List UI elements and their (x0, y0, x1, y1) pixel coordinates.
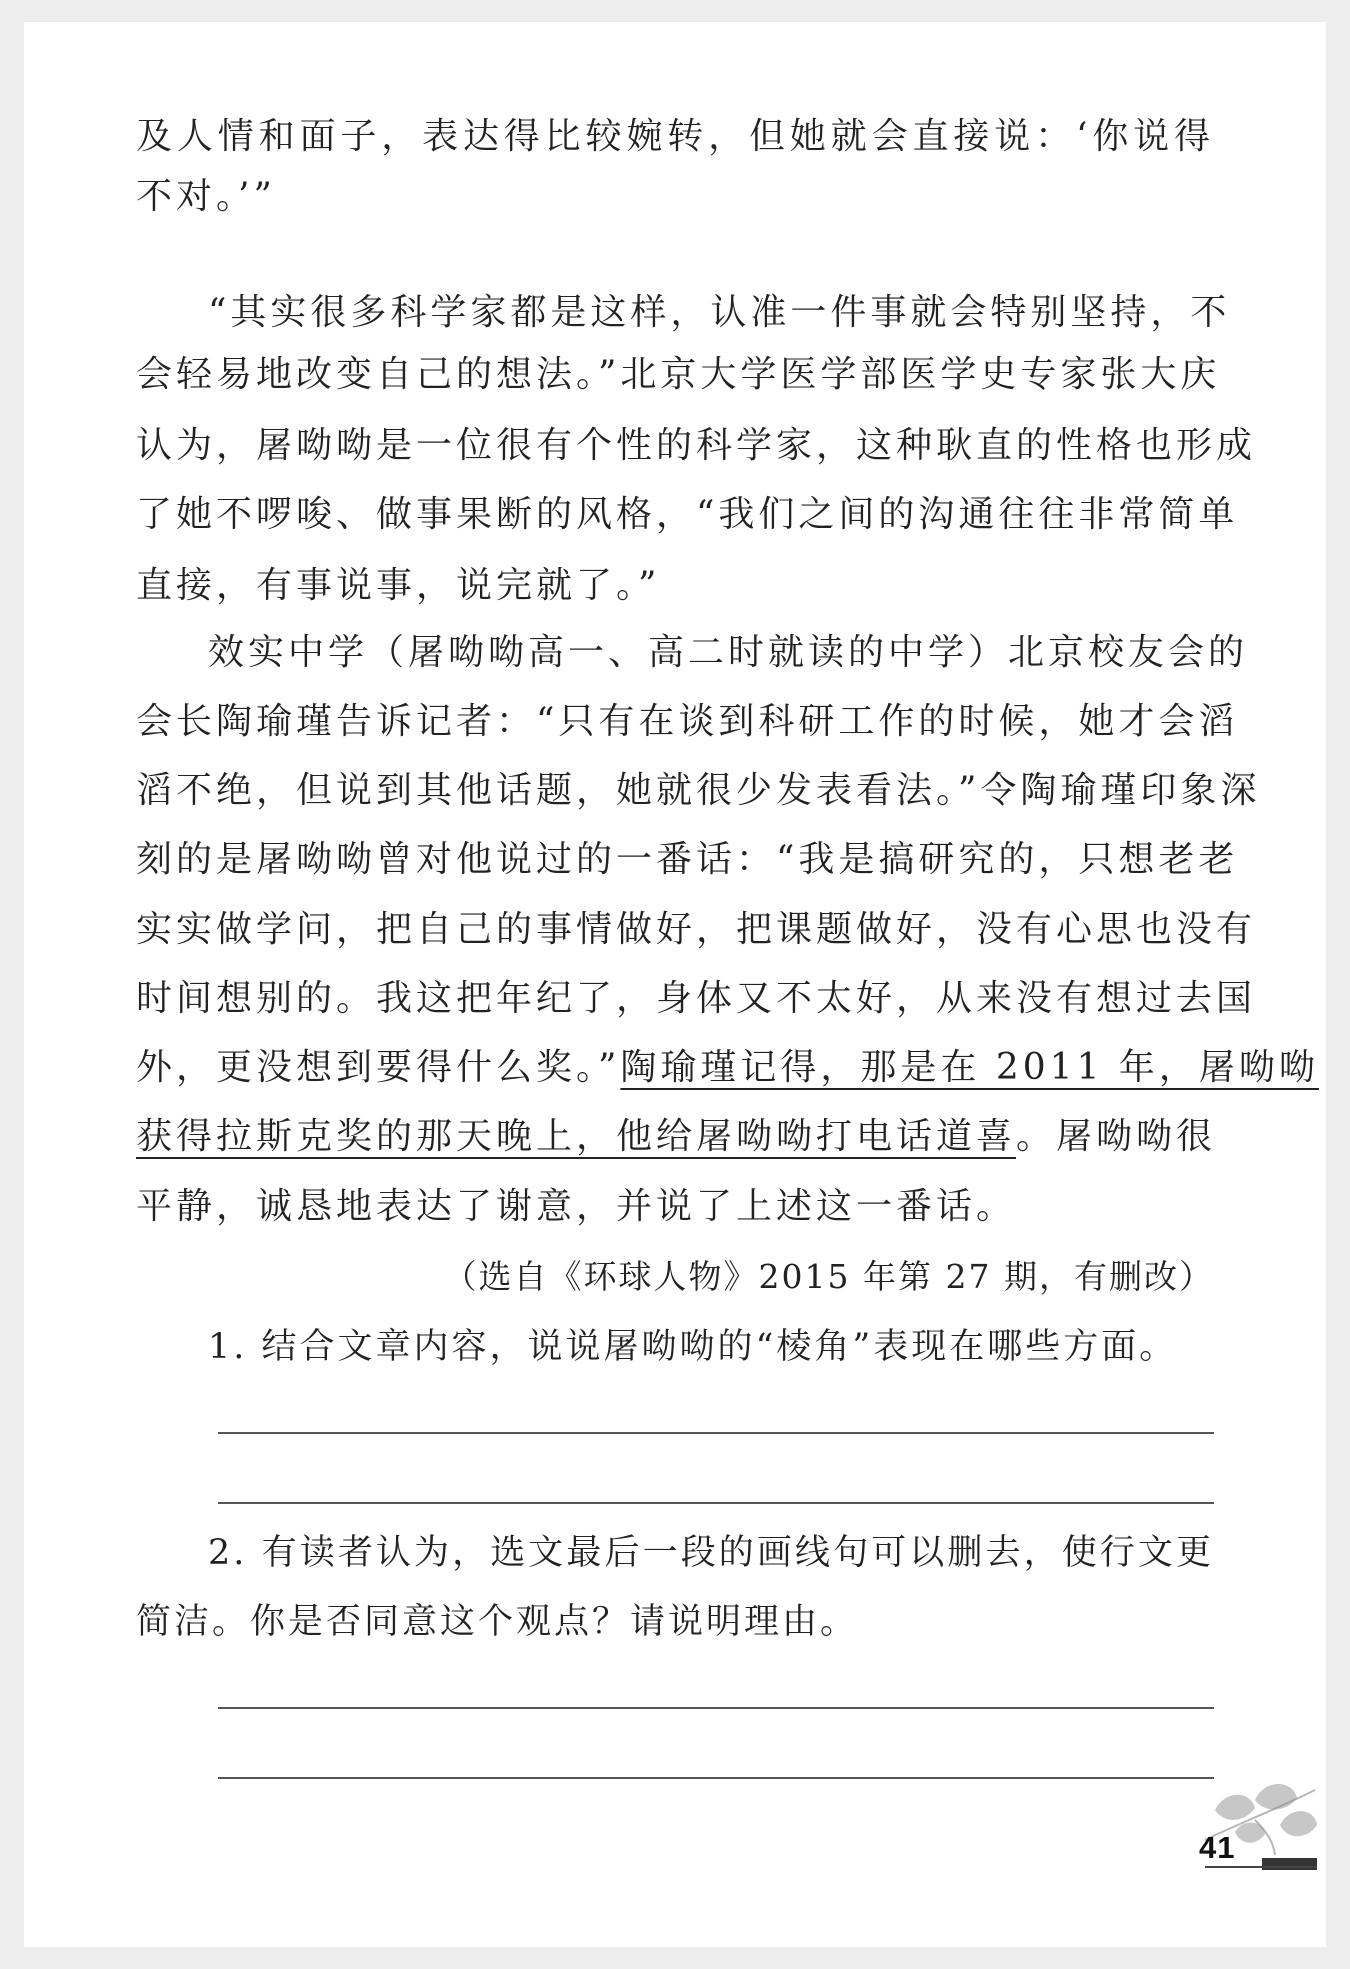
article-line-2: 不对。’” (136, 176, 276, 217)
underlined-sentence-part-2: 获得拉斯克奖的那天晚上，他给屠呦呦打电话道喜 (136, 1116, 1017, 1157)
article-line-16: 平静，诚恳地表达了谢意，并说了上述这一番话。 (136, 1186, 1017, 1227)
article-line-3: “其实很多科学家都是这样，认准一件事就会特别坚持，不 (208, 292, 1231, 333)
article-line-1: 及人情和面子，表达得比较婉转，但她就会直接说：‘你说得 (136, 116, 1214, 157)
answer-line-q1-2[interactable] (218, 1502, 1214, 1504)
article-line-15 (136, 1107, 1217, 1167)
article-line-6: 了她不啰唆、做事果断的风格，“我们之间的沟通往往非常简单 (136, 494, 1239, 535)
article-line-15-plain: 。屠呦呦很 (1016, 1116, 1217, 1157)
article-line-5: 认为，屠呦呦是一位很有个性的科学家，这种耿直的性格也形成 (136, 425, 1257, 466)
article-line-8: 效实中学（屠呦呦高一、高二时就读的中学）北京校友会的 (208, 632, 1249, 673)
underlined-sentence-part-1: 陶瑜瑾记得，那是在 2011 年，屠呦呦 (620, 1047, 1319, 1088)
answer-line-q2-1[interactable] (218, 1707, 1214, 1709)
page-number-rule (1205, 1866, 1317, 1868)
article-line-4: 会轻易地改变自己的想法。”北京大学医学部医学史专家张大庆 (136, 354, 1221, 395)
page-number: 41 (1199, 1830, 1236, 1865)
article-line-11: 刻的是屠呦呦曾对他说过的一番话：“我是搞研究的，只想老老 (136, 839, 1239, 880)
question-2-line-1: 2. 有读者认为，选文最后一段的画线句可以删去，使行文更 (208, 1533, 1214, 1573)
source-citation: （选自《环球人物》2015 年第 27 期，有删改） (443, 1257, 1214, 1296)
article-line-10: 滔不绝，但说到其他话题，她就很少发表看法。”令陶瑜瑾印象深 (136, 770, 1261, 811)
article-line-7: 直接，有事说事，说完就了。” (136, 565, 661, 606)
article-line-12: 实实做学问，把自己的事情做好，把课题做好，没有心思也没有 (136, 909, 1257, 950)
page-number-bar (1262, 1858, 1317, 1870)
article-line-13: 时间想别的。我这把年纪了，身体又不太好，从来没有想过去国 (136, 978, 1257, 1019)
question-2-line-2: 简洁。你是否同意这个观点？请说明理由。 (136, 1602, 859, 1642)
article-line-14 (136, 1038, 1319, 1098)
answer-line-q2-2[interactable] (218, 1777, 1214, 1779)
article-line-14-plain: 外，更没想到要得什么奖。” (136, 1047, 621, 1088)
question-1: 1. 结合文章内容，说说屠呦呦的“棱角”表现在哪些方面。 (208, 1327, 1178, 1367)
answer-line-q1-1[interactable] (218, 1432, 1214, 1434)
article-line-9: 会长陶瑜瑾告诉记者：“只有在谈到科研工作的时候，她才会滔 (136, 701, 1239, 742)
